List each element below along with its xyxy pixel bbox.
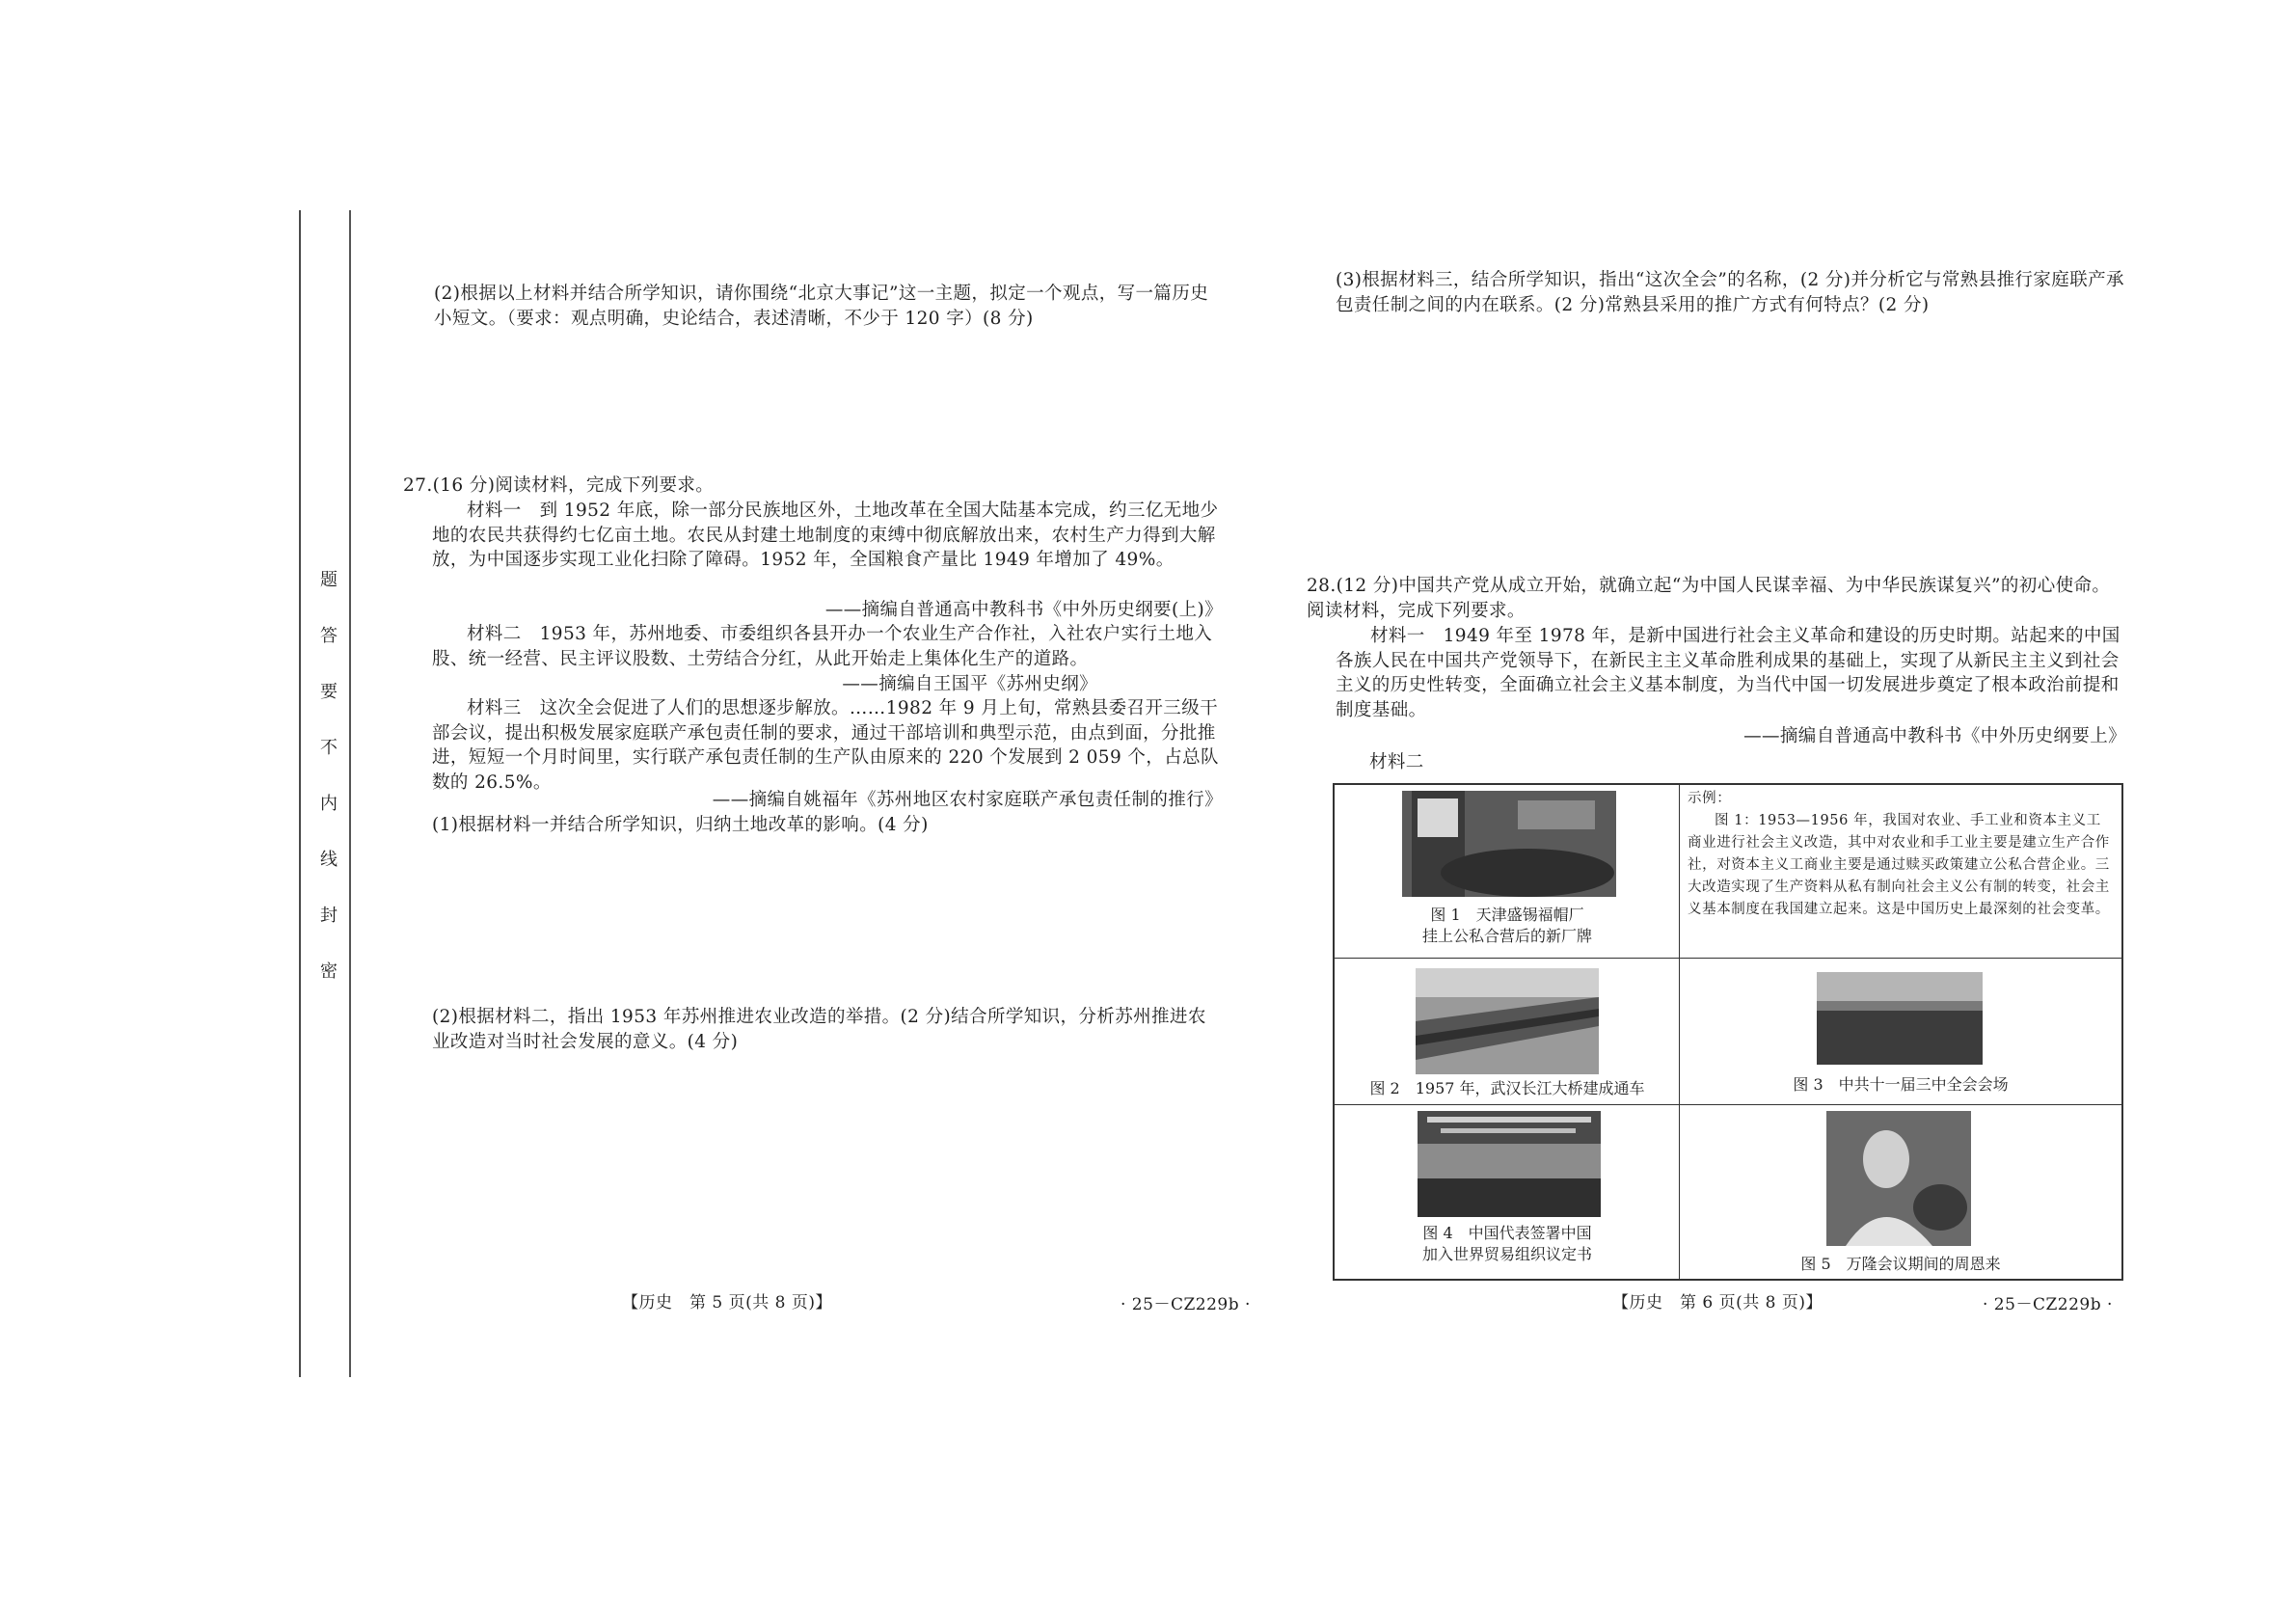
q28-material-1-source: ——摘编自普通高中教科书《中外历史纲要上》 — [1743, 726, 2126, 746]
binding-char: 答 — [320, 626, 338, 646]
figure-3-cell — [1680, 959, 2121, 1105]
q27-material-3-source: ——摘编自姚福年《苏州地区农村家庭联产承包责任制的推行》 — [712, 790, 1223, 810]
q28-material-2-label: 材料二 — [1369, 752, 1424, 772]
figure-2-photo — [1416, 968, 1599, 1074]
page-code-left: · 25－CZ229b · — [1121, 1295, 1251, 1314]
q27-material-2-source: ——摘编自王国平《苏州史纲》 — [842, 674, 1097, 694]
question-28-heading: 28.(12 分)中国共产党从成立开始，就确立起“为中国人民谋幸福、为中华民族谋复兴”的初心使命。阅读材料，完成下列要求。 — [1307, 576, 2111, 621]
binding-char: 封 — [320, 906, 338, 926]
q28-material-1: 材料一 1949 年至 1978 年，是新中国进行社会主义革命和建设的历史时期。站起来的中国各族人民在中国共产党领导下，在新民主主义革命胜利成果的基础上，实现了从新民主主义到社会主义的历史性转变，全面确立社会主义基本制度，为当代中国一切发展进步奠定了根本政治前提和制度基础。 — [1336, 626, 2120, 720]
question-27-heading: 27.(16 分)阅读材料，完成下列要求。 — [403, 475, 715, 496]
q27-material-1-source: ——摘编自普通高中教科书《中外历史纲要(上)》 — [824, 600, 1223, 620]
page-footer-right: 【历史 第 6 页(共 8 页)】 — [1612, 1293, 1823, 1313]
question-27-2: (2)根据材料二，指出 1953 年苏州推进农业改造的举措。(2 分)结合所学知识，分析苏州推进农业改造对当时社会发展的意义。(4 分) — [432, 1007, 1206, 1052]
q27-material-3: 材料三 这次全会促进了人们的思想逐步解放。……1982 年 9 月上旬，常熟县委召开三级干部会议，提出积极发展家庭联产承包责任制的要求，通过干部培训和典型示范，由点到面，分批推进，短短一个月时间里，实行联产承包责任制的生产队由原来的 220 个发展到 2 059 个，占总队数的 26.5%。 — [432, 698, 1219, 793]
binding-char: 密 — [320, 961, 338, 982]
figure-4-cell — [1335, 1105, 1680, 1279]
binding-char: 要 — [320, 682, 338, 702]
binding-char: 线 — [320, 850, 338, 870]
figure-2-cell — [1335, 959, 1680, 1105]
example-cell — [1680, 785, 2121, 959]
question-27-3: (3)根据材料三，结合所学知识，指出“这次全会”的名称，(2 分)并分析它与常熟县推行家庭联产承包责任制之间的内在联系。(2 分)常熟县采用的推广方式有何特点？(2 分) — [1336, 270, 2124, 315]
figure-3-photo — [1817, 972, 1983, 1065]
binding-char: 内 — [320, 794, 338, 814]
figure-table — [1333, 783, 2123, 1281]
q27-material-1: 材料一 到 1952 年底，除一部分民族地区外，土地改革在全国大陆基本完成，约三亿无地少地的农民共获得约七亿亩土地。农民从封建土地制度的束缚中彻底解放出来，农村生产力得到大解放，为中国逐步实现工业化扫除了障碍。1952 年，全国粮食产量比 1949 年增加了 49%。 — [432, 501, 1219, 570]
figure-1-caption: 图 1 天津盛锡福帽厂 挂上公私合营后的新厂牌 — [1421, 906, 1592, 945]
figure-2-caption: 图 2 1957 年，武汉长江大桥建成通车 — [1369, 1079, 1645, 1097]
q27-material-2: 材料二 1953 年，苏州地委、市委组织各县开办一个农业生产合作社，入社农户实行土地入股、统一经营、民主评议股数、土劳结合分红，从此开始走上集体化生产的道路。 — [432, 624, 1213, 669]
figure-4-photo — [1418, 1111, 1601, 1217]
figure-1-cell — [1335, 785, 1680, 959]
figure-5-photo — [1826, 1111, 1971, 1246]
figure-3-caption: 图 3 中共十一届三中全会会场 — [1793, 1075, 2009, 1094]
question-26-2: (2)根据以上材料并结合所学知识，请你围绕“北京大事记”这一主题，拟定一个观点，写一篇历史小短文。（要求：观点明确，史论结合，表述清晰，不少于 120 字）(8 分) — [434, 284, 1209, 329]
page-footer-left: 【历史 第 5 页(共 8 页)】 — [622, 1293, 833, 1313]
figure-5-cell — [1680, 1105, 2121, 1279]
example-label: 示例： — [1688, 791, 1732, 806]
binding-char: 题 — [320, 570, 338, 590]
figure-4-caption: 图 4 中国代表签署中国 加入世界贸易组织议定书 — [1421, 1224, 1592, 1263]
page-code-right: · 25－CZ229b · — [1983, 1295, 2113, 1314]
question-27-1: (1)根据材料一并结合所学知识，归纳土地改革的影响。(4 分) — [432, 815, 929, 835]
figure-5-caption: 图 5 万隆会议期间的周恩来 — [1800, 1255, 2001, 1273]
figure-1-photo — [1402, 791, 1616, 897]
example-text: 图 1：1953—1956 年，我国对农业、手工业和资本主义工商业进行社会主义改造，其中对农业和手工业主要是建立生产合作社，对资本主义工商业主要是通过赎买政策建立公私合营企业。三大改造实现了生产资料从私有制向社会主义公有制的转变，社会主义基本制度在我国建立起来。这是中国历史上最深刻的社会变革。 — [1688, 813, 2110, 917]
binding-char: 不 — [320, 738, 338, 758]
